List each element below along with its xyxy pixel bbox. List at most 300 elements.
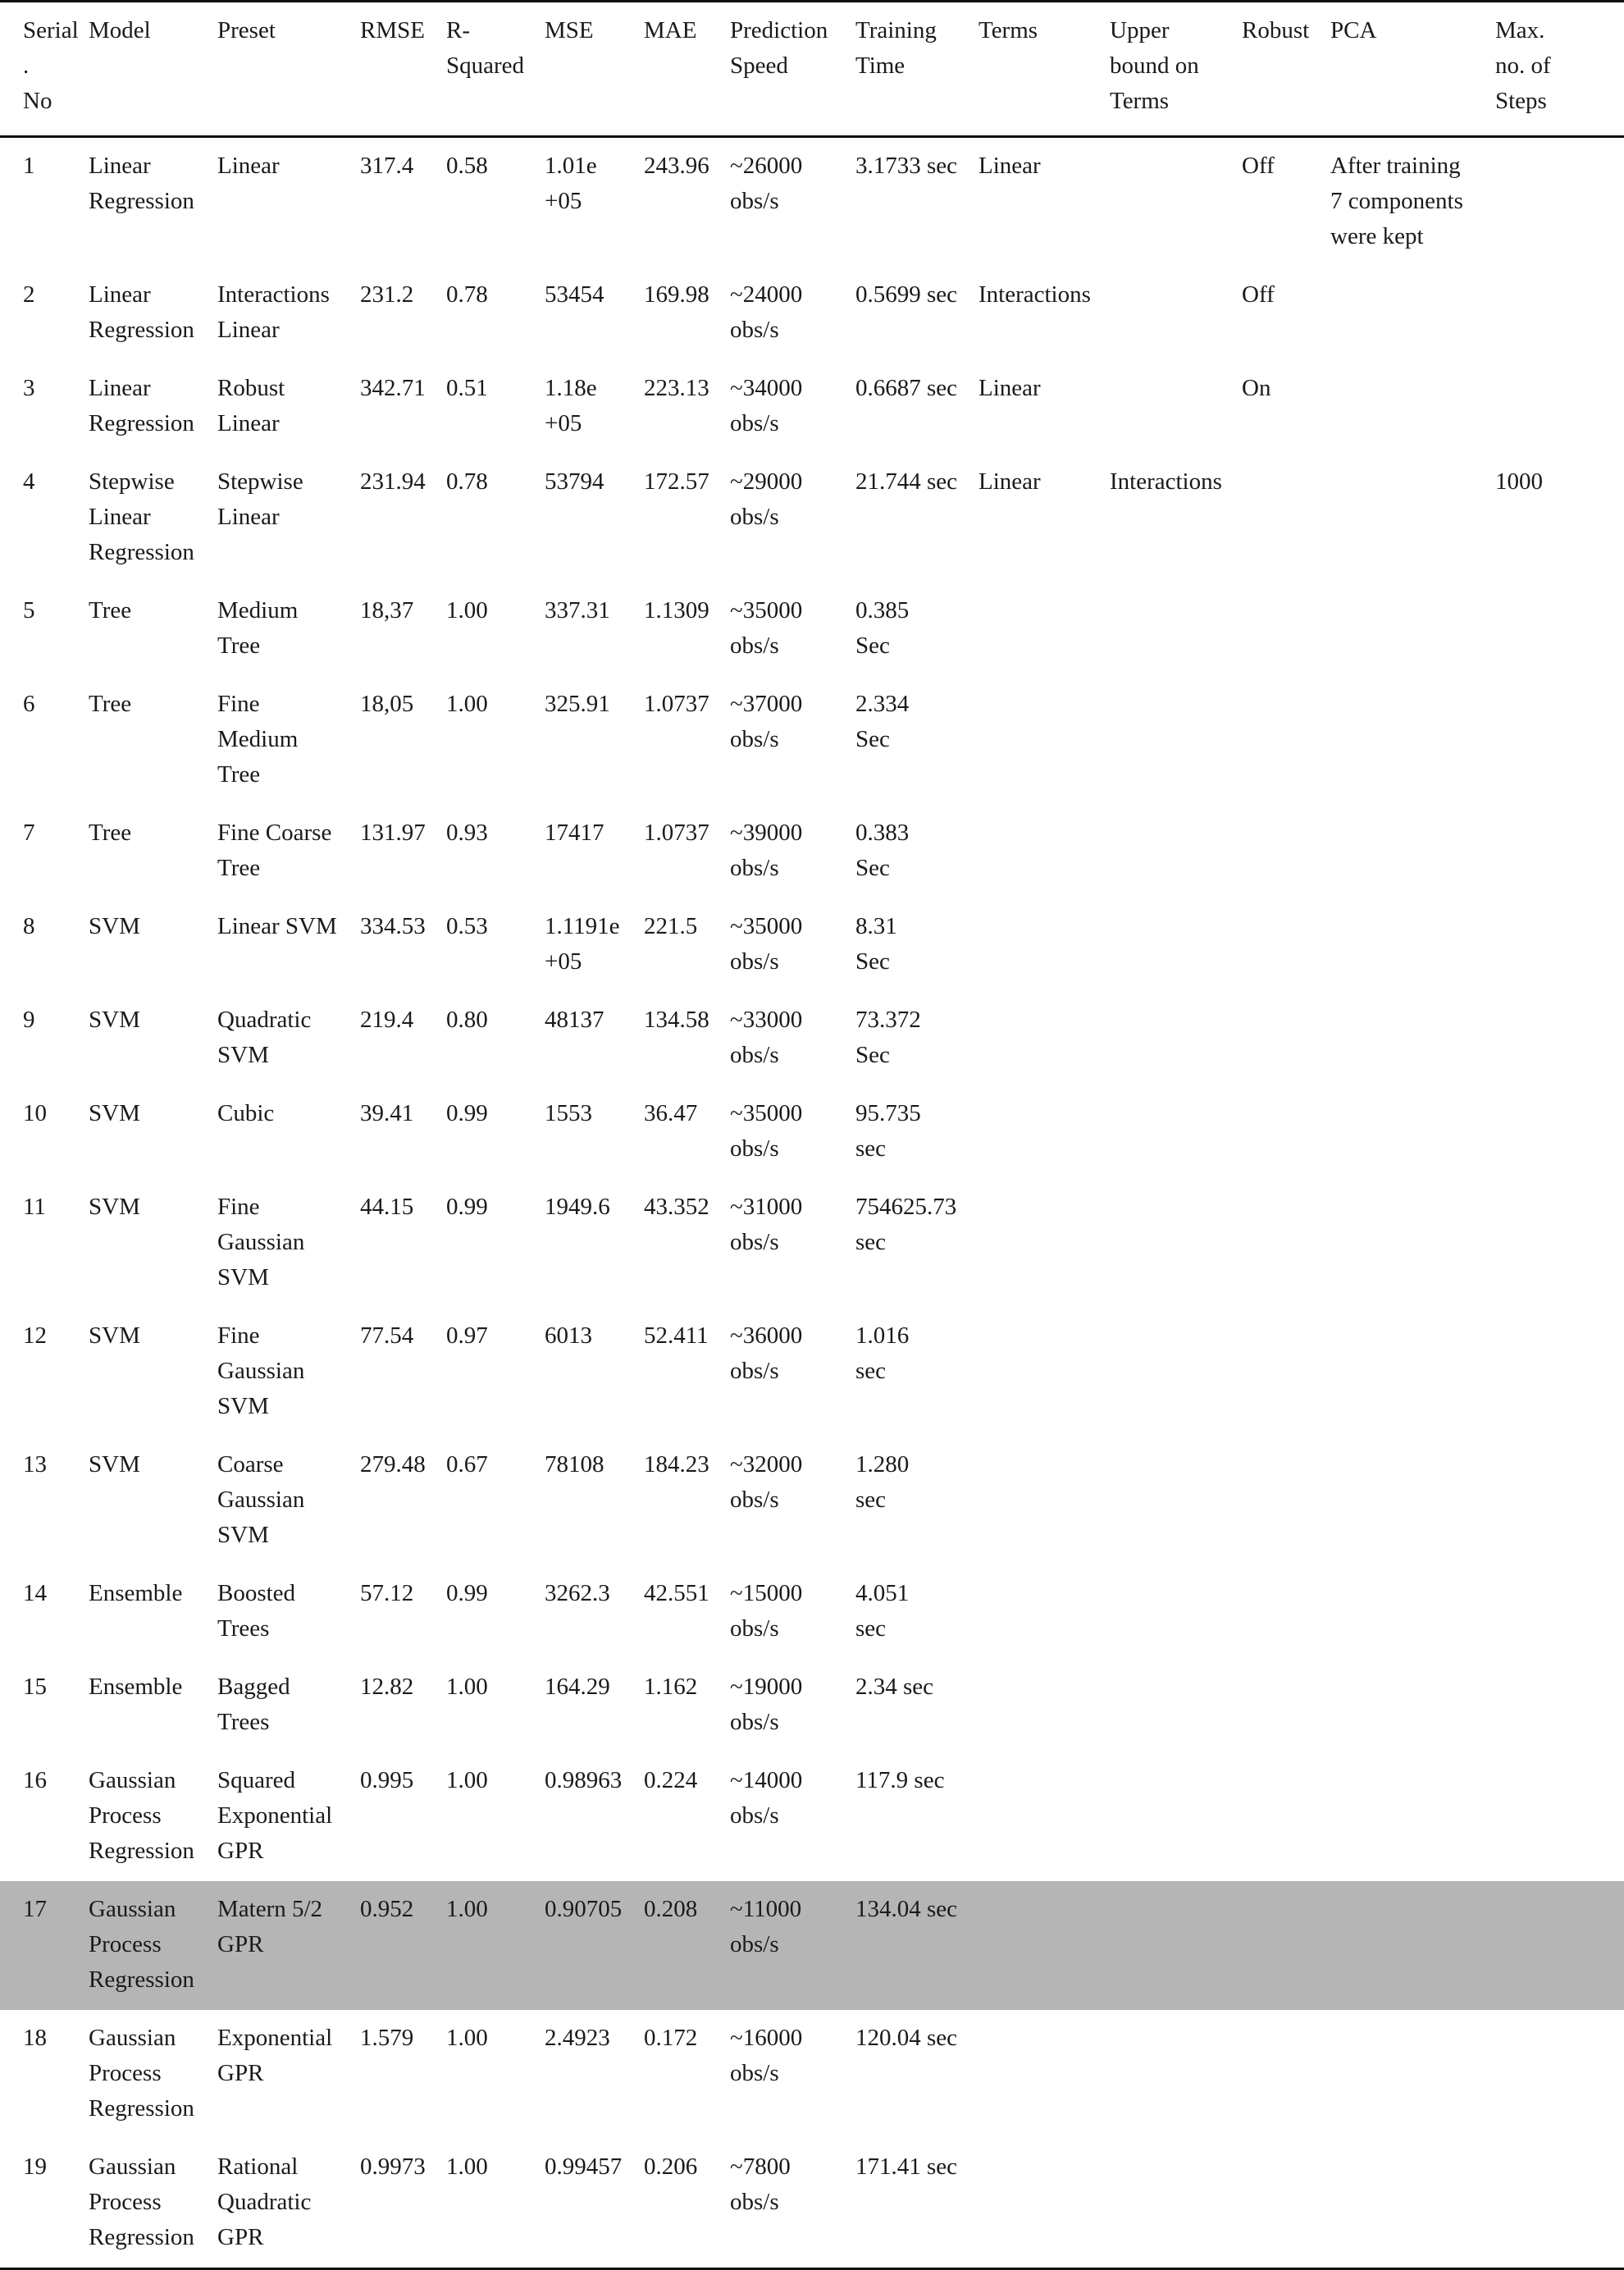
cell-mae — [644, 898, 730, 992]
cell-rmse — [360, 137, 446, 267]
cell-value: 0.206 — [644, 2154, 698, 2180]
cell-value: 3262.3 — [545, 1580, 610, 1606]
cell-value: 1.0737 — [644, 691, 709, 717]
cell-value: Coarse Gaussian SVM — [217, 1451, 305, 1548]
cell-steps — [1495, 582, 1624, 676]
cell-value: 279.48 — [360, 1451, 426, 1478]
column-header-rmse — [360, 2, 446, 137]
cell-steps — [1495, 137, 1624, 267]
cell-value: ~35000 obs/s — [730, 1100, 803, 1162]
cell-model — [89, 267, 217, 360]
cell-speed — [730, 267, 855, 360]
cell-steps — [1495, 1881, 1624, 2010]
cell-model — [89, 2139, 217, 2269]
cell-value: Robust Linear — [217, 375, 285, 436]
cell-speed — [730, 1085, 855, 1179]
cell-value: SVM — [89, 1322, 140, 1349]
cell-rmse — [360, 1752, 446, 1881]
column-header-label: MAE — [644, 17, 697, 43]
table-row — [0, 454, 1624, 582]
cell-preset — [217, 1659, 360, 1752]
cell-value: ~19000 obs/s — [730, 1674, 803, 1735]
cell-time — [855, 1085, 979, 1179]
cell-preset — [217, 2010, 360, 2139]
column-header-label: Preset — [217, 17, 276, 43]
cell-value: 0.99 — [446, 1580, 488, 1606]
cell-value: Gaussian Process Regression — [89, 1767, 194, 1864]
cell-time — [855, 1436, 979, 1565]
cell-upper — [1110, 137, 1242, 267]
cell-speed — [730, 2010, 855, 2139]
cell-value: 2.34 sec — [855, 1674, 934, 1700]
cell-value: 43.352 — [644, 1194, 709, 1220]
cell-model — [89, 898, 217, 992]
cell-mae — [644, 1881, 730, 2010]
cell-rsquared — [446, 1436, 545, 1565]
cell-upper — [1110, 454, 1242, 582]
cell-upper — [1110, 2010, 1242, 2139]
table-body — [0, 137, 1624, 2269]
cell-mse — [545, 992, 644, 1085]
cell-value: 0.51 — [446, 375, 488, 401]
cell-serial — [0, 1659, 89, 1752]
cell-time — [855, 898, 979, 992]
cell-value: 1.1191e +05 — [545, 913, 620, 975]
cell-value: ~26000 obs/s — [730, 153, 803, 214]
cell-value: Rational Quadratic GPR — [217, 2154, 312, 2250]
cell-value: 8.31 Sec — [855, 913, 897, 975]
cell-upper — [1110, 2139, 1242, 2269]
cell-value: 52.411 — [644, 1322, 709, 1349]
table-row — [0, 1752, 1624, 1881]
cell-pca — [1330, 1565, 1495, 1659]
cell-value: 8 — [23, 913, 35, 939]
cell-robust — [1242, 1085, 1330, 1179]
cell-value: 0.98963 — [545, 1767, 623, 1793]
cell-steps — [1495, 360, 1624, 454]
cell-value: 0.97 — [446, 1322, 488, 1349]
cell-value: Off — [1242, 281, 1275, 308]
cell-serial — [0, 1308, 89, 1436]
cell-speed — [730, 582, 855, 676]
cell-upper — [1110, 676, 1242, 805]
cell-mae — [644, 2010, 730, 2139]
cell-value: Fine Coarse Tree — [217, 820, 332, 881]
cell-terms — [979, 2010, 1110, 2139]
cell-value: Tree — [89, 691, 132, 717]
cell-serial — [0, 1179, 89, 1308]
cell-time — [855, 1565, 979, 1659]
cell-speed — [730, 2139, 855, 2269]
cell-steps — [1495, 992, 1624, 1085]
cell-value: 0.99 — [446, 1194, 488, 1220]
table-row — [0, 898, 1624, 992]
cell-upper — [1110, 1085, 1242, 1179]
cell-value: 0.995 — [360, 1767, 414, 1793]
cell-terms — [979, 1881, 1110, 2010]
cell-value: Fine Gaussian SVM — [217, 1322, 305, 1419]
cell-serial — [0, 2010, 89, 2139]
cell-value: 317.4 — [360, 153, 414, 179]
cell-terms — [979, 1436, 1110, 1565]
column-header-label: R- Squared — [446, 17, 525, 79]
cell-time — [855, 2010, 979, 2139]
cell-model — [89, 1308, 217, 1436]
cell-value: 1949.6 — [545, 1194, 610, 1220]
cell-value: 1.18e +05 — [545, 375, 597, 436]
cell-terms — [979, 582, 1110, 676]
cell-upper — [1110, 1881, 1242, 2010]
cell-steps — [1495, 1308, 1624, 1436]
cell-value: 15 — [23, 1674, 47, 1700]
cell-pca — [1330, 2010, 1495, 2139]
cell-mse — [545, 676, 644, 805]
cell-mse — [545, 137, 644, 267]
cell-value: ~24000 obs/s — [730, 281, 803, 343]
cell-value: Stepwise Linear — [217, 468, 303, 530]
cell-robust — [1242, 1881, 1330, 2010]
cell-rsquared — [446, 1881, 545, 2010]
cell-rmse — [360, 454, 446, 582]
cell-value: 0.6687 sec — [855, 375, 958, 401]
cell-rsquared — [446, 360, 545, 454]
cell-value: 57.12 — [360, 1580, 414, 1606]
cell-value: ~37000 obs/s — [730, 691, 803, 752]
cell-value: 0.208 — [644, 1896, 698, 1922]
cell-model — [89, 2010, 217, 2139]
cell-value: SVM — [89, 913, 140, 939]
cell-rsquared — [446, 137, 545, 267]
cell-value: 7 — [23, 820, 35, 846]
cell-value: 117.9 sec — [855, 1767, 945, 1793]
column-header-mse — [545, 2, 644, 137]
cell-pca — [1330, 1179, 1495, 1308]
cell-time — [855, 267, 979, 360]
cell-model — [89, 1179, 217, 1308]
cell-value: 48137 — [545, 1007, 604, 1033]
cell-time — [855, 1881, 979, 2010]
cell-model — [89, 1436, 217, 1565]
cell-serial — [0, 1085, 89, 1179]
cell-pca — [1330, 1085, 1495, 1179]
cell-value: 1.00 — [446, 1674, 488, 1700]
cell-serial — [0, 1436, 89, 1565]
cell-value: Fine Gaussian SVM — [217, 1194, 305, 1290]
cell-preset — [217, 1308, 360, 1436]
column-header-time — [855, 2, 979, 137]
cell-value: 0.90705 — [545, 1896, 623, 1922]
cell-terms — [979, 137, 1110, 267]
column-header-label: Training Time — [855, 17, 937, 79]
cell-rsquared — [446, 2010, 545, 2139]
cell-rmse — [360, 1308, 446, 1436]
cell-time — [855, 2139, 979, 2269]
cell-value: 1.162 — [644, 1674, 698, 1700]
cell-value: 2 — [23, 281, 35, 308]
cell-speed — [730, 1308, 855, 1436]
cell-value: ~33000 obs/s — [730, 1007, 803, 1068]
cell-value: Squared Exponential GPR — [217, 1767, 333, 1864]
cell-value: SVM — [89, 1194, 140, 1220]
cell-rsquared — [446, 1659, 545, 1752]
cell-value: Gaussian Process Regression — [89, 2154, 194, 2250]
cell-steps — [1495, 1752, 1624, 1881]
cell-time — [855, 582, 979, 676]
cell-speed — [730, 1179, 855, 1308]
cell-steps — [1495, 898, 1624, 992]
cell-value: 73.372 Sec — [855, 1007, 921, 1068]
cell-rmse — [360, 1085, 446, 1179]
cell-steps — [1495, 1085, 1624, 1179]
cell-value: 1.1309 — [644, 597, 709, 623]
cell-speed — [730, 898, 855, 992]
cell-speed — [730, 137, 855, 267]
cell-value: ~36000 obs/s — [730, 1322, 803, 1384]
cell-value: 6013 — [545, 1322, 592, 1349]
cell-robust — [1242, 582, 1330, 676]
table-row — [0, 1308, 1624, 1436]
cell-value: ~15000 obs/s — [730, 1580, 803, 1642]
cell-serial — [0, 898, 89, 992]
cell-serial — [0, 137, 89, 267]
cell-terms — [979, 1085, 1110, 1179]
cell-mse — [545, 1085, 644, 1179]
cell-rmse — [360, 805, 446, 898]
cell-robust — [1242, 992, 1330, 1085]
cell-upper — [1110, 582, 1242, 676]
cell-value: 17417 — [545, 820, 604, 846]
table-row — [0, 137, 1624, 267]
cell-model — [89, 1881, 217, 2010]
cell-rsquared — [446, 2139, 545, 2269]
cell-value: 18,05 — [360, 691, 414, 717]
cell-value: 754625.73 sec — [855, 1194, 957, 1255]
cell-value: 0.172 — [644, 2025, 698, 2051]
cell-mse — [545, 2010, 644, 2139]
cell-speed — [730, 1659, 855, 1752]
cell-value: Linear Regression — [89, 375, 194, 436]
cell-value: 1.00 — [446, 2154, 488, 2180]
cell-value: 0.383 Sec — [855, 820, 910, 881]
cell-robust — [1242, 360, 1330, 454]
cell-value: 3 — [23, 375, 35, 401]
cell-time — [855, 1179, 979, 1308]
cell-value: 10 — [23, 1100, 47, 1126]
cell-upper — [1110, 1659, 1242, 1752]
cell-time — [855, 454, 979, 582]
cell-terms — [979, 898, 1110, 992]
cell-value: 1.0737 — [644, 820, 709, 846]
cell-upper — [1110, 360, 1242, 454]
cell-upper — [1110, 805, 1242, 898]
cell-mae — [644, 1659, 730, 1752]
cell-pca — [1330, 1436, 1495, 1565]
cell-terms — [979, 1308, 1110, 1436]
cell-model — [89, 1085, 217, 1179]
cell-value: 134.58 — [644, 1007, 709, 1033]
cell-value: 3.1733 sec — [855, 153, 958, 179]
cell-preset — [217, 267, 360, 360]
cell-rmse — [360, 1659, 446, 1752]
cell-mse — [545, 454, 644, 582]
column-header-speed — [730, 2, 855, 137]
cell-mae — [644, 454, 730, 582]
cell-preset — [217, 454, 360, 582]
cell-value: 0.385 Sec — [855, 597, 910, 659]
cell-preset — [217, 992, 360, 1085]
cell-terms — [979, 267, 1110, 360]
cell-value: 223.13 — [644, 375, 709, 401]
column-header-label: Prediction Speed — [730, 17, 828, 79]
cell-value: 342.71 — [360, 375, 426, 401]
cell-mse — [545, 1752, 644, 1881]
cell-mae — [644, 1308, 730, 1436]
table-row — [0, 1565, 1624, 1659]
cell-pca — [1330, 582, 1495, 676]
cell-mse — [545, 2139, 644, 2269]
cell-value: 1.579 — [360, 2025, 414, 2051]
cell-value: ~39000 obs/s — [730, 820, 803, 881]
cell-value: 39.41 — [360, 1100, 414, 1126]
cell-model — [89, 360, 217, 454]
column-header-label: PCA — [1330, 17, 1377, 43]
cell-value: 337.31 — [545, 597, 610, 623]
cell-speed — [730, 805, 855, 898]
cell-value: 325.91 — [545, 691, 610, 717]
cell-mae — [644, 676, 730, 805]
cell-terms — [979, 454, 1110, 582]
cell-steps — [1495, 2010, 1624, 2139]
cell-upper — [1110, 898, 1242, 992]
column-header-serial — [0, 2, 89, 137]
cell-value: 243.96 — [644, 153, 709, 179]
cell-upper — [1110, 1308, 1242, 1436]
cell-mae — [644, 992, 730, 1085]
cell-value: 18,37 — [360, 597, 414, 623]
cell-speed — [730, 1436, 855, 1565]
cell-steps — [1495, 1179, 1624, 1308]
cell-value: 14 — [23, 1580, 47, 1606]
cell-preset — [217, 1085, 360, 1179]
cell-value: 1.00 — [446, 2025, 488, 2051]
cell-value: Cubic — [217, 1100, 275, 1126]
cell-pca — [1330, 1308, 1495, 1436]
cell-value: On — [1242, 375, 1271, 401]
cell-upper — [1110, 1752, 1242, 1881]
cell-rmse — [360, 2010, 446, 2139]
cell-value: SVM — [89, 1007, 140, 1033]
cell-serial — [0, 1752, 89, 1881]
cell-robust — [1242, 898, 1330, 992]
header-row — [0, 2, 1624, 137]
cell-time — [855, 1659, 979, 1752]
cell-value: Medium Tree — [217, 597, 299, 659]
table-row — [0, 582, 1624, 676]
cell-robust — [1242, 1659, 1330, 1752]
cell-steps — [1495, 267, 1624, 360]
cell-pca — [1330, 992, 1495, 1085]
cell-speed — [730, 992, 855, 1085]
cell-robust — [1242, 2139, 1330, 2269]
cell-value: Linear Regression — [89, 153, 194, 214]
cell-rmse — [360, 582, 446, 676]
cell-time — [855, 1752, 979, 1881]
cell-value: 1.00 — [446, 1896, 488, 1922]
cell-value: 0.58 — [446, 153, 488, 179]
column-header-label: Terms — [979, 17, 1038, 43]
cell-model — [89, 582, 217, 676]
cell-value: 1 — [23, 153, 35, 179]
cell-value: After training 7 components were kept — [1330, 153, 1463, 249]
column-header-label: Serial. No — [23, 17, 79, 114]
cell-model — [89, 1752, 217, 1881]
cell-model — [89, 454, 217, 582]
cell-preset — [217, 1436, 360, 1565]
cell-rmse — [360, 1179, 446, 1308]
cell-serial — [0, 676, 89, 805]
column-header-label: MSE — [545, 17, 594, 43]
table-row — [0, 360, 1624, 454]
cell-value: ~31000 obs/s — [730, 1194, 803, 1255]
cell-value: Exponential GPR — [217, 2025, 333, 2086]
cell-rmse — [360, 1565, 446, 1659]
cell-mae — [644, 1565, 730, 1659]
cell-upper — [1110, 267, 1242, 360]
cell-value: 1.00 — [446, 691, 488, 717]
cell-value: Bagged Trees — [217, 1674, 290, 1735]
cell-value: Linear — [979, 375, 1041, 401]
cell-value: ~29000 obs/s — [730, 468, 803, 530]
cell-mae — [644, 267, 730, 360]
cell-value: Interactions — [1110, 468, 1222, 495]
cell-pca — [1330, 454, 1495, 582]
cell-preset — [217, 1752, 360, 1881]
cell-mae — [644, 2139, 730, 2269]
cell-value: 1.016 sec — [855, 1322, 910, 1384]
cell-speed — [730, 676, 855, 805]
cell-serial — [0, 2139, 89, 2269]
cell-steps — [1495, 1659, 1624, 1752]
cell-value: Fine Medium Tree — [217, 691, 299, 788]
cell-pca — [1330, 1659, 1495, 1752]
cell-preset — [217, 582, 360, 676]
cell-value: Interactions — [979, 281, 1091, 308]
column-header-label: Robust — [1242, 17, 1310, 43]
cell-serial — [0, 454, 89, 582]
cell-value: ~11000 obs/s — [730, 1896, 802, 1957]
cell-value: 0.78 — [446, 281, 488, 308]
column-header-preset — [217, 2, 360, 137]
cell-mse — [545, 1565, 644, 1659]
cell-time — [855, 1308, 979, 1436]
cell-value: ~7800 obs/s — [730, 2154, 791, 2215]
cell-value: Linear — [979, 468, 1041, 495]
cell-rmse — [360, 2139, 446, 2269]
cell-value: 169.98 — [644, 281, 709, 308]
column-header-terms — [979, 2, 1110, 137]
cell-mse — [545, 582, 644, 676]
cell-pca — [1330, 1881, 1495, 2010]
cell-preset — [217, 1179, 360, 1308]
cell-time — [855, 360, 979, 454]
cell-value: 42.551 — [644, 1580, 709, 1606]
cell-pca — [1330, 2139, 1495, 2269]
cell-value: 17 — [23, 1896, 47, 1922]
table-row — [0, 2139, 1624, 2269]
cell-value: 219.4 — [360, 1007, 414, 1033]
cell-value: 1553 — [545, 1100, 592, 1126]
cell-value: 1.280 sec — [855, 1451, 910, 1513]
